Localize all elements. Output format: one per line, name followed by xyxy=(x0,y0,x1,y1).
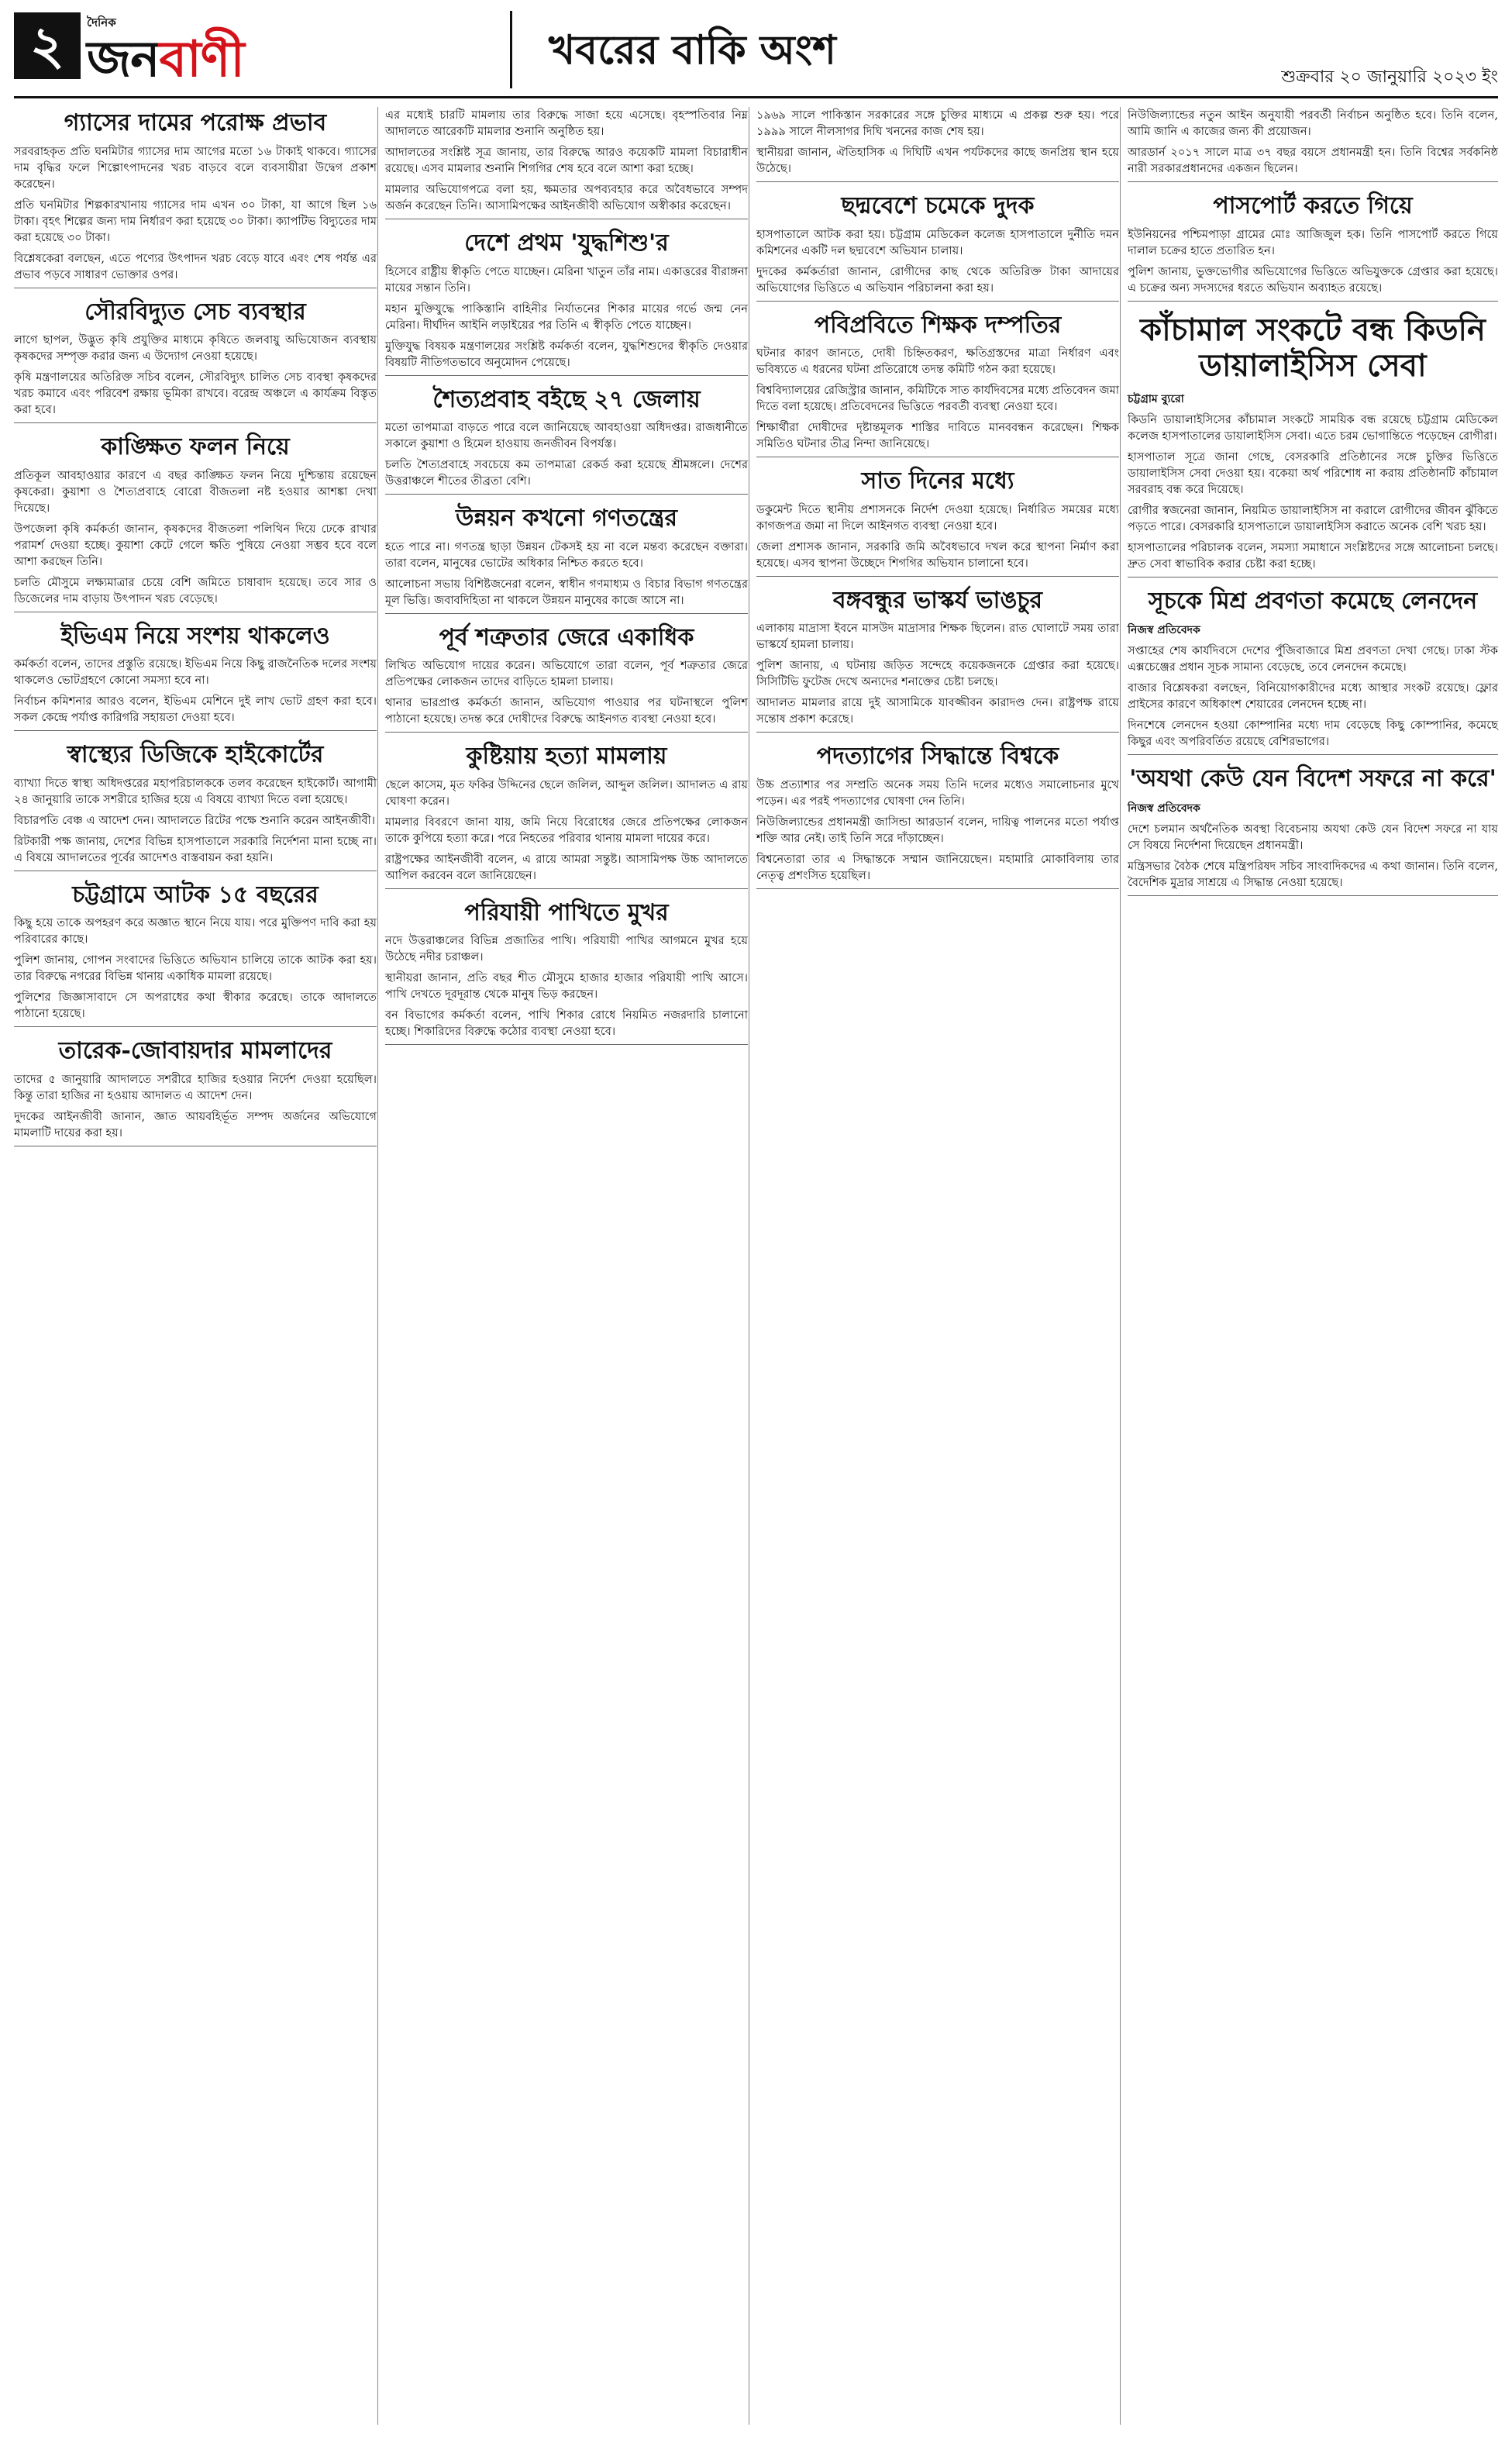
newspaper-logo xyxy=(87,22,244,105)
column-4 xyxy=(1128,107,1498,907)
story-paragraph: সরবরাহকৃত প্রতি ঘনমিটার গ্যাসের দাম আগের মতো ১৬ টাকাই থাকবে। গ্যাসের দাম বৃদ্ধির ফলে শিল্পোৎপাদনের খরচ বাড়বে বলে ব্যবসায়ীরা উদ্বেগ প্রকাশ করেছেন। xyxy=(14,144,377,191)
story-divider xyxy=(385,613,748,614)
story-paragraph: নির্বাচন কমিশনার আরও বলেন, ইভিএম মেশিনে দুই লাখ ভোট গ্রহণ করা হবে। সকল কেন্দ্রে পর্যাপ্ত কারিগরি সহায়তা দেওয়া হবে। xyxy=(14,695,377,724)
news-story xyxy=(14,882,377,1028)
story-divider xyxy=(756,181,1119,182)
story-paragraph: ডকুমেন্ট দিতে স্থানীয় প্রশাসনকে নির্দেশ দেওয়া হয়েছে। নির্ধারিত সময়ের মধ্যে কাগজপত্র জমা না দিলে আইনগত ব্যবস্থা নেওয়া হবে। xyxy=(756,502,1119,533)
story-paragraph: মুক্তিযুদ্ধ বিষয়ক মন্ত্রণালয়ের সংশ্লিষ্ট কর্মকর্তা বলেন, যুদ্ধশিশুদের স্বীকৃতি দেওয়ার বিষয়টি নীতিগতভাবে অনুমোদন পেয়েছে। xyxy=(385,339,748,369)
story-paragraph: বিচারপতি বেঞ্চ এ আদেশ দেন। আদালতে রিটের পক্ষে শুনানি করেন আইনজীবী। xyxy=(14,813,375,827)
story-headline: সাত দিনের মধ্যে xyxy=(861,467,1014,495)
story-paragraph: ইউনিয়নের পশ্চিমপাড়া গ্রামের মোঃ আজিজুল হক। তিনি পাসপোর্ট করতে গিয়ে দালাল চক্রের হাতে প্রতারিত হন। xyxy=(1128,227,1498,257)
story-divider xyxy=(756,576,1119,577)
story-paragraph: মহান মুক্তিযুদ্ধে পাকিস্তানি বাহিনীর নির্যাতনের শিকার মায়ের গর্ভে জন্ম নেন মেরিনা। দীর্ঘদিন আইনি লড়াইয়ের পর তিনি এ স্বীকৃতি পেতে যাচ্ছেন। xyxy=(385,302,748,332)
story-divider xyxy=(756,301,1119,302)
news-story xyxy=(756,468,1119,577)
story-headline: ছদ্মবেশে চমেকে দুদক xyxy=(841,192,1035,219)
story-divider xyxy=(1128,301,1498,302)
column-1 xyxy=(14,107,377,1157)
story-divider xyxy=(385,375,748,376)
story-paragraph: বাজার বিশ্লেষকরা বলছেন, বিনিয়োগকারীদের মধ্যে আস্থার সংকট রয়েছে। ফ্লোর প্রাইসের কারণে অধিকাংশ শেয়ারের লেনদেন হচ্ছে না। xyxy=(1128,681,1498,711)
story-paragraph: দুদকের আইনজীবী জানান, জ্ঞাত আয়বহির্ভূত সম্পদ অর্জনের অভিযোগে মামলাটি দায়ের করা হয়। xyxy=(14,1109,377,1139)
story-paragraph: পুলিশ জানায়, গোপন সংবাদের ভিত্তিতে অভিযান চালিয়ে তাকে আটক করা হয়। তার বিরুদ্ধে নগরের বিভিন্ন থানায় একাধিক মামলা রয়েছে। xyxy=(14,953,377,983)
news-story xyxy=(385,230,748,376)
story-paragraph: এলাকায় মাদ্রাসা ইবনে মাসউদ মাদ্রাসার শিক্ষক ছিলেন। রাত ঘোলাটে সময় তারা ভাস্কর্যে হামলা চালায়। xyxy=(756,622,1119,651)
news-story xyxy=(14,110,377,288)
story-paragraph: দিনশেষে লেনদেন হওয়া কোম্পানির মধ্যে দাম বেড়েছে কিছু কোম্পানির, কমেছে কিছুর এবং অপরিবর্তিত রয়েছে বেশিরভাগের। xyxy=(1128,719,1498,748)
page-number: ২ xyxy=(14,12,81,79)
story-headline: কুষ্টিয়ায় হত্যা মামলায় xyxy=(466,743,667,770)
story-paragraph: জেলা প্রশাসক জানান, সরকারি জমি অবৈধভাবে দখল করে স্থাপনা নির্মাণ করা হয়েছে। এসব স্থাপনা উচ্ছেদে শিগগির অভিযান চালানো হবে। xyxy=(756,540,1119,570)
story-paragraph: আলোচনা সভায় বিশিষ্টজনেরা বলেন, স্বাধীন গণমাধ্যম ও বিচার বিভাগ গণতন্ত্রের মূল ভিত্তি। জবাবদিহিতা না থাকলে উন্নয়ন মানুষের কাজে আসে না। xyxy=(385,577,748,607)
story-headline: পরিযায়ী পাখিতে মুখর xyxy=(464,898,669,926)
logo-black: জন xyxy=(87,30,160,88)
story-byline: চট্টগ্রাম ব্যুরো xyxy=(1128,392,1184,405)
story-paragraph: হিসেবে রাষ্ট্রীয় স্বীকৃতি পেতে যাচ্ছেন। মেরিনা খাতুন তাঁর নাম। একাত্তরের বীরাঙ্গনা মায়ের সন্তান তিনি। xyxy=(385,264,748,295)
column-2 xyxy=(385,107,748,1056)
story-paragraph: আদালত মামলার রায়ে দুই আসামিকে যাবজ্জীবন কারাদণ্ড দেন। রাষ্ট্রপক্ষ রায়ে সন্তোষ প্রকাশ করেছে। xyxy=(756,696,1119,726)
story-headline: চট্টগ্রামে আটক ১৫ বছরের xyxy=(72,881,319,908)
news-story xyxy=(756,588,1119,733)
news-story xyxy=(385,107,748,219)
story-headline: পূর্ব শত্রুতার জেরে একাধিক xyxy=(439,623,694,651)
story-paragraph: স্থানীয়রা জানান, প্রতি বছর শীত মৌসুমে হাজার হাজার পরিযায়ী পাখি আসে। পাখি দেখতে দূরদূরান্ত থেকে মানুষ ভিড় করছেন। xyxy=(385,971,748,1001)
story-paragraph: নদে উত্তরাঞ্চলের বিভিন্ন প্রজাতির পাখি। পরিযায়ী পাখির আগমনে মুখর হয়ে উঠেছে নদীর চরাঞ্চল। xyxy=(385,934,748,964)
section-title: খবরের বাকি অংশ xyxy=(549,26,836,74)
column-3 xyxy=(756,107,1119,900)
news-story xyxy=(14,623,377,732)
story-paragraph: মামলার বিবরণে জানা যায়, জমি নিয়ে বিরোধের জেরে প্রতিপক্ষের লোকজন তাকে কুপিয়ে হত্যা করে। পরে নিহতের পরিবার থানায় মামলা দায়ের করে। xyxy=(385,815,748,845)
logo-prefix: দৈনিক xyxy=(87,16,116,29)
story-paragraph: রাষ্ট্রপক্ষের আইনজীবী বলেন, এ রায়ে আমরা সন্তুষ্ট। আসামিপক্ষ উচ্চ আদালতে আপিল করবেন বলে জানিয়েছেন। xyxy=(385,852,748,882)
story-paragraph: কর্মকর্তা বলেন, তাদের প্রস্তুতি রয়েছে। ইভিএম নিয়ে কিছু রাজনৈতিক দলের সংশয় থাকলেও ভোটগ্রহণে কোনো সমস্যা হবে না। xyxy=(14,657,377,687)
story-headline: শৈত্যপ্রবাহ বইছে ২৭ জেলায় xyxy=(432,385,701,413)
story-paragraph: ছেলে কাসেম, মৃত ফকির উদ্দিনের ছেলে জলিল, আব্দুল জলিল। আদালত এ রায় ঘোষণা করেন। xyxy=(385,777,748,808)
story-paragraph: বন বিভাগের কর্মকর্তা বলেন, পাখি শিকার রোধে নিয়মিত নজরদারি চালানো হচ্ছে। শিকারিদের বিরুদ্ধে কঠোর ব্যবস্থা নেওয়া হবে। xyxy=(385,1008,748,1038)
story-divider xyxy=(756,888,1119,889)
story-paragraph: চলতি মৌসুমে লক্ষ্যমাত্রার চেয়ে বেশি জমিতে চাষাবাদ হয়েছে। তবে সার ও ডিজেলের দাম বাড়ায় উৎপাদন খরচ বেড়েছে। xyxy=(14,575,377,605)
story-paragraph: পুলিশ জানায়, ভুক্তভোগীর অভিযোগের ভিত্তিতে অভিযুক্তকে গ্রেপ্তার করা হয়েছে। এ চক্রের অন্য সদস্যদের ধরতে অভিযান অব্যাহত রয়েছে। xyxy=(1128,264,1498,295)
story-headline: পদত্যাগের সিদ্ধান্তে বিশ্বকে xyxy=(816,743,1059,770)
story-paragraph: বিশ্লেষকেরা বলছেন, এতে পণ্যের উৎপাদন খরচ বেড়ে যাবে এবং শেষ পর্যন্ত এর প্রভাব পড়বে সাধারণ ভোক্তার ওপর। xyxy=(14,251,377,281)
story-headline: বঙ্গবন্ধুর ভাস্কর্য ভাঙচুর xyxy=(832,586,1043,614)
story-paragraph: পুলিশের জিজ্ঞাসাবাদে সে অপরাধের কথা স্বীকার করেছে। তাকে আদালতে পাঠানো হয়েছে। xyxy=(14,991,377,1020)
news-story xyxy=(14,299,377,424)
story-headline: দেশে প্রথম 'যুদ্ধশিশু'র xyxy=(464,229,669,257)
news-story xyxy=(1128,766,1498,896)
story-paragraph: রিটকারী পক্ষ জানায়, দেশের বিভিন্ন হাসপাতালে সরকারি নির্দেশনা মানা হচ্ছে না। এ বিষয়ে আদালতের পূর্বের আদেশও বাস্তবায়ন করা হয়নি। xyxy=(14,834,377,864)
story-headline: সৌরবিদ্যুত সেচ ব্যবস্থার xyxy=(84,298,306,326)
story-paragraph: ১৯৬৯ সালে পাকিস্তান সরকারের সঙ্গে চুক্তির মাধ্যমে এ প্রকল্প শুরু হয়। পরে ১৯৯৯ সালে নীলসাগর দিঘি খননের কাজ শেষ হয়। xyxy=(756,109,1119,138)
story-byline: নিজস্ব প্রতিবেদক xyxy=(1128,802,1200,815)
story-divider xyxy=(385,732,748,733)
news-story xyxy=(385,387,748,495)
news-story xyxy=(385,900,748,1046)
news-story xyxy=(1128,107,1498,182)
story-paragraph: বিশ্বনেতারা তার এ সিদ্ধান্তকে সম্মান জানিয়েছেন। মহামারি মোকাবিলায় তার নেতৃত্ব প্রশংসিত হয়েছিল। xyxy=(756,852,1119,882)
news-story xyxy=(385,743,748,889)
story-paragraph: উচ্চ প্রত্যাশার পর সম্প্রতি অনেক সময় তিনি দলের মধ্যেও সমালোচনার মুখে পড়েন। এর পরই পদত্যাগের ঘোষণা দেন তিনি। xyxy=(756,777,1119,808)
story-paragraph: লিখিত অভিযোগ দায়ের করেন। অভিযোগে তারা বলেন, পূর্ব শত্রুতার জেরে প্রতিপক্ষের লোকজন তাদের বাড়িতে হামলা চালায়। xyxy=(385,659,748,688)
news-story xyxy=(756,743,1119,889)
story-paragraph: আদালতের সংশ্লিষ্ট সূত্র জানায়, তার বিরুদ্ধে আরও কয়েকটি মামলা বিচারাধীন রয়েছে। এসব মামলার শুনানি শিগগির শেষ হবে বলে আশা করা হচ্ছে। xyxy=(385,146,748,175)
news-story xyxy=(756,312,1119,458)
story-paragraph: রোগীর স্বজনেরা জানান, নিয়মিত ডায়ালাইসিস না করালে রোগীদের জীবন ঝুঁকিতে পড়তে পারে। বেসরকারি হাসপাতালে ডায়ালাইসিস করাতে অনেক বেশি খরচ হয়। xyxy=(1128,503,1498,533)
story-paragraph: চলতি শৈত্যপ্রবাহে সবচেয়ে কম তাপমাত্রা রেকর্ড করা হয়েছে শ্রীমঙ্গলে। দেশের উত্তরাঞ্চলে শীতের তীব্রতা বেশি। xyxy=(385,458,748,488)
story-headline: 'অযথা কেউ যেন বিদেশ সফরে না করে' xyxy=(1129,765,1497,792)
story-paragraph: প্রতি ঘনমিটার শিল্পকারখানায় গ্যাসের দাম এখন ৩০ টাকা, যা আগে ছিল ১৬ টাকা। বৃহৎ শিল্পের জন্য দাম নির্ধারণ করা হয়েছে ৩০ টাকা। ক্যাপটিভ বিদ্যুতের দাম করা হয়েছে ৩০ টাকা। xyxy=(14,198,377,244)
story-byline: নিজস্ব প্রতিবেদক xyxy=(1128,624,1200,636)
story-divider xyxy=(14,1026,377,1027)
story-headline: ইভিএম নিয়ে সংশয় থাকলেও xyxy=(60,622,330,650)
story-headline: তারেক-জোবায়দার মামলাদের xyxy=(58,1037,332,1064)
logo-red: বাণী xyxy=(159,30,244,88)
masthead xyxy=(14,11,1498,98)
story-paragraph: নিউজিল্যান্ডের প্রধানমন্ত্রী জাসিন্ডা আরডার্ন বলেন, দায়িত্ব পালনের মতো পর্যাপ্ত শক্তি আর নেই। তাই তিনি সরে দাঁড়াচ্ছেন। xyxy=(756,815,1119,845)
story-paragraph: কিছু হয়ে তাকে অপহরণ করে অজ্ঞাত স্থানে নিয়ে যায়। পরে মুক্তিপণ দাবি করা হয় পরিবারের কাছে। xyxy=(14,916,377,946)
column-divider xyxy=(377,107,378,2425)
story-paragraph: পুলিশ জানায়, এ ঘটনায় জড়িত সন্দেহে কয়েকজনকে গ্রেপ্তার করা হয়েছে। সিসিটিভি ফুটেজ দেখে অন্যদের শনাক্তের চেষ্টা চলছে। xyxy=(756,659,1119,688)
story-paragraph: থানার ভারপ্রাপ্ত কর্মকর্তা জানান, অভিযোগ পাওয়ার পর ঘটনাস্থলে পুলিশ পাঠানো হয়েছে। তদন্ত করে দোষীদের বিরুদ্ধে আইনগত ব্যবস্থা নেওয়া হবে। xyxy=(385,696,748,726)
news-story xyxy=(756,107,1119,182)
story-paragraph: নিউজিল্যান্ডের নতুন আইন অনুযায়ী পরবর্তী নির্বাচন অনুষ্ঠিত হবে। তিনি বলেন, আমি জানি এ কাজের জন্য কী প্রয়োজন। xyxy=(1128,109,1498,138)
news-story xyxy=(385,625,748,733)
news-story xyxy=(14,434,377,612)
story-paragraph: ব্যাখ্যা দিতে স্বাস্থ্য অধিদপ্তরের মহাপরিচালককে তলব করেছেন হাইকোর্ট। আগামী ২৪ জানুয়ারি তাকে সশরীরে হাজির হয়ে এ বিষয়ে ব্যাখ্যা দিতে বলা হয়েছে। xyxy=(14,776,377,806)
story-paragraph: হাসপাতালে আটক করা হয়। চট্টগ্রাম মেডিকেল কলেজ হাসপাতালে দুর্নীতি দমন কমিশনের একটি দল ছদ্মবেশে অভিযান চালায়। xyxy=(756,227,1119,257)
story-paragraph: মন্ত্রিসভার বৈঠক শেষে মন্ত্রিপরিষদ সচিব সাংবাদিকদের এ কথা জানান। তিনি বলেন, বৈদেশিক মুদ্রার সাশ্রয়ে এ সিদ্ধান্ত নেওয়া হয়েছে। xyxy=(1128,859,1498,889)
news-story xyxy=(1128,312,1498,577)
story-paragraph: দেশে চলমান অর্থনৈতিক অবস্থা বিবেচনায় অযথা কেউ যেন বিদেশ সফরে না যায় সে বিষয়ে নির্দেশনা দিয়েছেন প্রধানমন্ত্রী। xyxy=(1128,822,1498,852)
story-paragraph: মামলার অভিযোগপত্রে বলা হয়, ক্ষমতার অপব্যবহার করে অবৈধভাবে সম্পদ অর্জন করেছেন তিনি। আসামিপক্ষের আইনজীবী অভিযোগ অস্বীকার করেছেন। xyxy=(385,183,748,212)
column-divider xyxy=(1120,107,1121,2425)
story-paragraph: ঘটনার কারণ জানতে, দোষী চিহ্নিতকরণ, ক্ষতিগ্রস্তদের মাত্রা নির্ধারণ এবং ভবিষ্যতে এ ধরনের ঘটনা প্রতিরোধে তদন্ত কমিটি গঠন করা হয়েছে। xyxy=(756,346,1119,376)
story-divider xyxy=(756,732,1119,733)
story-paragraph: মতো তাপমাত্রা বাড়তে পারে বলে জানিয়েছে আবহাওয়া অধিদপ্তর। রাজধানীতে সকালে কুয়াশা ও হিমেল হাওয়ায় জনজীবন বিপর্যস্ত। xyxy=(385,421,748,450)
story-headline: স্বাস্থ্যের ডিজিকে হাইকোর্টের xyxy=(67,741,324,768)
news-story xyxy=(756,193,1119,302)
story-headline: পবিপ্রবিতে শিক্ষক দম্পতির xyxy=(814,311,1062,339)
story-headline: সূচকে মিশ্র প্রবণতা কমেছে লেনদেন xyxy=(1148,587,1478,615)
story-paragraph: কৃষি মন্ত্রণালয়ের অতিরিক্ত সচিব বলেন, সৌরবিদ্যুৎ চালিত সেচ ব্যবস্থা কৃষকদের খরচ কমাবে এবং পরিবেশ রক্ষায় ভূমিকা রাখবে। বরেন্দ্র অঞ্চলে এ কার্যক্রম বিস্তৃত করা হবে। xyxy=(14,371,377,416)
story-paragraph: প্রতিকূল আবহাওয়ার কারণে এ বছর কাঙ্ক্ষিত ফলন নিয়ে দুশ্চিন্তায় রয়েছেন কৃষকেরা। কুয়াশা ও শৈত্যপ্রবাহে বোরো বীজতলা নষ্ট হওয়ার আশঙ্কা দেখা দিয়েছে। xyxy=(14,468,377,515)
story-headline: কাঙ্ক্ষিত ফলন নিয়ে xyxy=(101,433,290,460)
issue-date: শুক্রবার ২০ জানুয়ারি ২০২৩ ইং xyxy=(1281,67,1498,87)
story-paragraph: উপজেলা কৃষি কর্মকর্তা জানান, কৃষকদের বীজতলা পলিথিন দিয়ে ঢেকে রাখার পরামর্শ দেওয়া হচ্ছে। কুয়াশা কেটে গেলে ক্ষতি পুষিয়ে নেওয়া সম্ভব হবে বলে আশা করছেন তিনি। xyxy=(14,522,377,568)
news-story xyxy=(1128,193,1498,302)
story-paragraph: শিক্ষার্থীরা দোষীদের দৃষ্টান্তমূলক শাস্তির দাবিতে মানববন্ধন করেছেন। শিক্ষক সমিতিও ঘটনার তীব্র নিন্দা জানিয়েছে। xyxy=(756,421,1119,450)
story-divider xyxy=(385,888,748,889)
story-divider xyxy=(385,1044,748,1045)
story-paragraph: হতে পারে না। গণতন্ত্র ছাড়া উন্নয়ন টেকসই হয় না বলে মন্তব্য করেছেন বক্তারা। তারা বলেন, মানুষের ভোটের অধিকার নিশ্চিত করতে হবে। xyxy=(385,540,748,570)
story-paragraph: লাগে ছাপল, উদ্ভুত কৃষি প্রযুক্তির মাধ্যমে কৃষিতে জলবায়ু অভিযোজন ব্যবস্থায় কৃষকদের সম্পৃক্ত করার জন্য এ উদ্যোগ নেওয়া হয়েছে। xyxy=(14,333,377,363)
story-paragraph: স্থানীয়রা জানান, ঐতিহাসিক এ দিঘিটি এখন পর্যটকদের কাছে জনপ্রিয় স্থান হয়ে উঠেছে। xyxy=(756,146,1119,175)
masthead-divider xyxy=(510,11,512,88)
story-divider xyxy=(1128,895,1498,896)
story-headline: কাঁচামাল সংকটে বন্ধ কিডনি ডায়ালাইসিস সেবা xyxy=(1140,311,1486,384)
news-story xyxy=(385,505,748,614)
news-story xyxy=(14,1038,377,1146)
news-story xyxy=(1128,588,1498,756)
story-divider xyxy=(14,422,377,423)
story-paragraph: সপ্তাহের শেষ কার্যদিবসে দেশের পুঁজিবাজারে মিশ্র প্রবণতা দেখা গেছে। ঢাকা স্টক এক্সচেঞ্জের প্রধান সূচক সামান্য বেড়েছে, তবে লেনদেন কমেছে। xyxy=(1128,644,1498,674)
story-paragraph: কিডনি ডায়ালাইসিসের কাঁচামাল সংকটে সাময়িক বন্ধ রয়েছে চট্টগ্রাম মেডিকেল কলেজ হাসপাতালের ডায়ালাইসিস সেবা। এতে চরম ভোগান্তিতে পড়েছেন রোগীরা। xyxy=(1128,412,1498,443)
story-divider xyxy=(1128,754,1498,755)
story-paragraph: হাসপাতাল সূত্রে জানা গেছে, বেসরকারি প্রতিষ্ঠানের সঙ্গে চুক্তির ভিত্তিতে ডায়ালাইসিস সেবা দেওয়া হয়। বকেয়া অর্থ পরিশোধ না করায় প্রতিষ্ঠানটি কাঁচামাল সরবরাহ বন্ধ করে দিয়েছে। xyxy=(1128,450,1498,496)
story-paragraph: হাসপাতালের পরিচালক বলেন, সমস্যা সমাধানে সংশ্লিষ্টদের সঙ্গে আলোচনা চলছে। দ্রুত সেবা স্বাভাবিক করার চেষ্টা করা হচ্ছে। xyxy=(1128,540,1498,571)
story-divider xyxy=(1128,181,1498,182)
story-paragraph: তাদের ৫ জানুয়ারি আদালতে সশরীরে হাজির হওয়ার নির্দেশ দেওয়া হয়েছিল। কিন্তু তারা হাজির না হওয়ায় আদালত এ আদেশ দেন। xyxy=(14,1072,377,1102)
story-headline: গ্যাসের দামের পরোক্ষ প্রভাব xyxy=(64,109,327,136)
news-story xyxy=(14,742,377,871)
story-paragraph: দুদকের কর্মকর্তারা জানান, রোগীদের কাছ থেকে অতিরিক্ত টাকা আদায়ের অভিযোগের ভিত্তিতে এ অভিযান পরিচালনা করা হয়। xyxy=(756,264,1119,295)
story-paragraph: বিশ্ববিদ্যালয়ের রেজিস্ট্রার জানান, কমিটিকে সাত কার্যদিবসের মধ্যে প্রতিবেদন জমা দিতে বলা হয়েছে। প্রতিবেদনের ভিত্তিতে পরবর্তী ব্যবস্থা নেওয়া হবে। xyxy=(756,384,1119,413)
story-headline: পাসপোর্ট করতে গিয়ে xyxy=(1213,192,1413,219)
story-paragraph: আরডার্ন ২০১৭ সালে মাত্র ৩৭ বছর বয়সে প্রধানমন্ত্রী হন। তিনি বিশ্বের সর্বকনিষ্ঠ নারী সরকারপ্রধানদের একজন ছিলেন। xyxy=(1128,146,1498,175)
story-divider xyxy=(385,494,748,495)
story-divider xyxy=(14,730,377,731)
story-paragraph: এর মধ্যেই চারটি মামলায় তার বিরুদ্ধে সাজা হয়ে এসেছে। বৃহস্পতিবার নিম্ন আদালতে আরেকটি মামলার শুনানি অনুষ্ঠিত হয়। xyxy=(385,109,748,138)
story-headline: উন্নয়ন কখনো গণতন্ত্রের xyxy=(455,505,677,532)
